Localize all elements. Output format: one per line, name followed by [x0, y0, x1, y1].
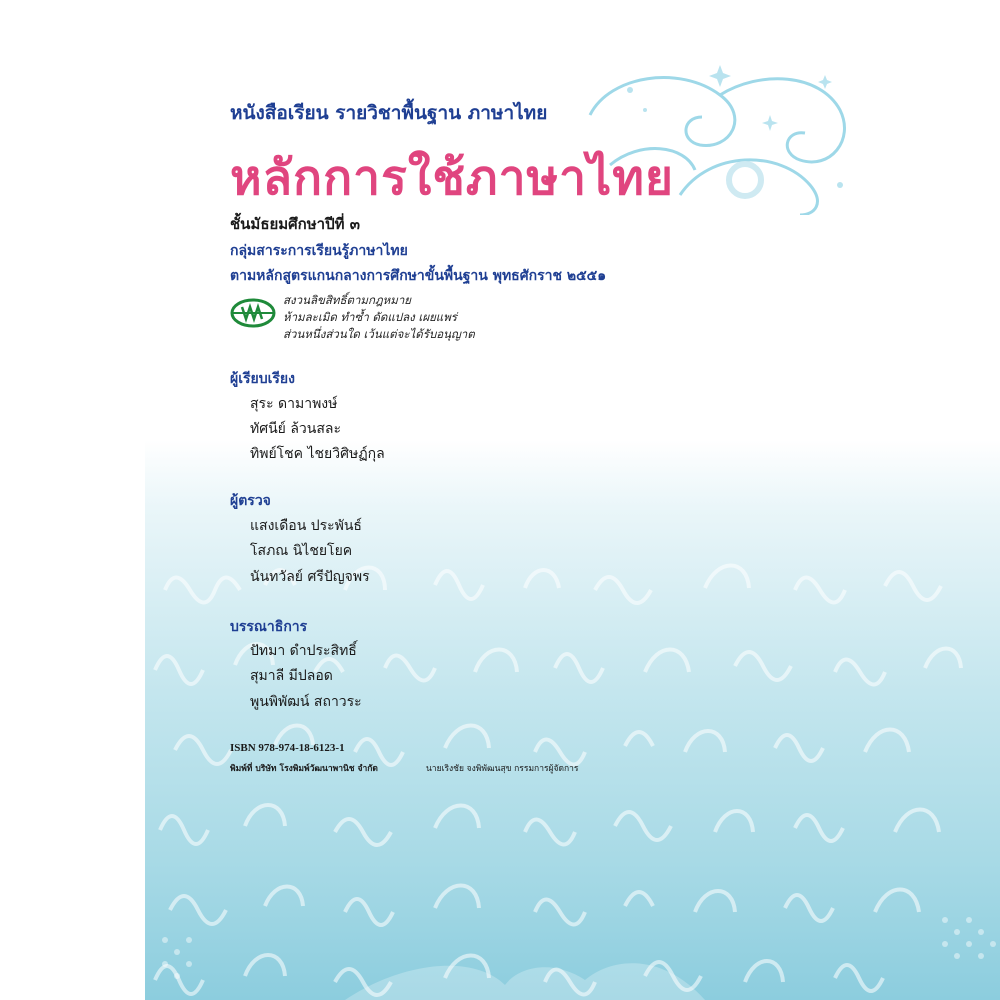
reviewer-name: นันทวัลย์ ศรีปัญจพร — [250, 569, 370, 585]
reviewers-heading: ผู้ตรวจ — [230, 493, 271, 509]
curriculum-line: ตามหลักสูตรแกนกลางการศึกษาขั้นพื้นฐาน พุทธศักราช ๒๕๕๑ — [230, 268, 607, 284]
isbn: ISBN 978-974-18-6123-1 — [230, 742, 345, 754]
reviewer-name: โสภณ นิไชยโยค — [250, 543, 353, 559]
reviewer-name: แสงเดือน ประพันธ์ — [250, 518, 362, 534]
printer-company: พิมพ์ที่ บริษัท โรงพิมพ์วัฒนาพานิช จำกัด — [230, 764, 378, 774]
learning-group: กลุ่มสาระการเรียนรู้ภาษาไทย — [230, 243, 408, 259]
author-name: ทิพย์โชค ไชยวิศิษฏ์กุล — [250, 446, 385, 462]
copyright-line: สงวนลิขสิทธิ์ตามกฎหมาย — [283, 293, 412, 307]
author-name: ทัศนีย์ ล้วนสละ — [250, 421, 341, 437]
copyright-line: ห้ามละเมิด ทำซ้ำ ดัดแปลง เผยแพร่ — [283, 310, 457, 324]
grade-level: ชั้นมัธยมศึกษาปีที่ ๓ — [230, 215, 360, 233]
editor-name: ปัทมา ดำประสิทธิ์ — [250, 643, 357, 659]
copyright-line: ส่วนหนึ่งส่วนใด เว้นแต่จะได้รับอนุญาต — [283, 327, 475, 341]
copyright-notice — [283, 292, 475, 343]
editors-heading: บรรณาธิการ — [230, 619, 308, 635]
book-series-subtitle: หนังสือเรียน รายวิชาพื้นฐาน ภาษาไทย — [230, 102, 548, 124]
author-name: สุระ ดามาพงษ์ — [250, 396, 338, 412]
book-title: หลักการใช้ภาษาไทย — [230, 150, 675, 206]
authors-heading: ผู้เรียบเรียง — [230, 371, 295, 387]
printer-director: นายเริงชัย จงพิพัฒนสุข กรรมการผู้จัดการ — [426, 764, 579, 774]
publisher-logo-icon — [230, 298, 276, 328]
editor-name: สุมาลี มีปลอด — [250, 668, 333, 684]
editor-name: พูนพิพัฒน์ สถาวระ — [250, 694, 362, 710]
